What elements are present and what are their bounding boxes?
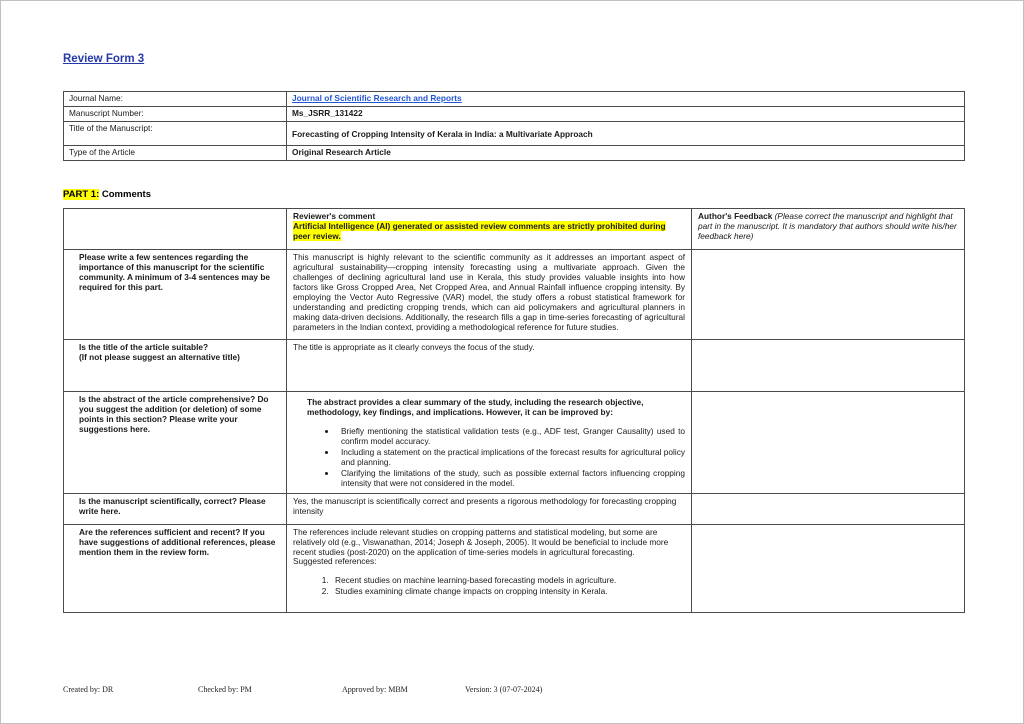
manuscript-number-label: Manuscript Number:	[64, 106, 287, 121]
table-row	[64, 106, 965, 121]
question-scientific: Is the manuscript scientifically, correct? Please write here.	[64, 493, 287, 524]
author-feedback-cell	[692, 340, 965, 392]
abstract-suggestion-list	[293, 427, 685, 489]
table-row	[64, 92, 965, 107]
manuscript-title-label: Title of the Manuscript:	[64, 121, 287, 145]
suggested-references-label: Suggested references:	[293, 556, 377, 567]
table-row	[64, 524, 965, 612]
reviewer-comment-label: Reviewer's comment	[293, 211, 376, 221]
footer-version: Version: 3 (07-07-2024)	[465, 685, 543, 694]
references-comment-text: The references include relevant studies on cropping patterns and statistical modeling, but some are relatively old (e.g., Viswanathan, 2014; Joseph & Joseph, 2005). It would be beneficial to include more recent studies (post-2020) on the application of time-series models in agricultural forecasting.	[293, 526, 669, 557]
table-row	[64, 121, 965, 145]
abstract-comment-intro: The abstract provides a clear summary of the study, including the research objective, methodology, key findings, and implications. However, it can be improved by:	[307, 397, 644, 417]
table-row	[64, 340, 965, 392]
author-feedback-note: (Please correct the manuscript and highlight that part in the manuscript. It is mandatory that authors should write his/her feedback here)	[698, 211, 957, 241]
reviewer-comment-references	[287, 524, 692, 612]
author-feedback-cell	[692, 493, 965, 524]
question-references: Are the references sufficient and recent? If you have suggestions of additional references, please mention them in the review form.	[64, 524, 287, 612]
manuscript-number-value: Ms_JSRR_131422	[287, 106, 965, 121]
part1-heading-rest: Comments	[99, 189, 151, 200]
list-item: • Clarifying the limitations of the study, such as possible external factors influencing cropping intensity that were not considered in the model.	[337, 469, 685, 489]
list-item: • Briefly mentioning the statistical validation tests (e.g., ADF test, Granger Causality) used to confirm model accuracy.	[337, 427, 685, 447]
suggested-references-list	[293, 576, 685, 597]
question-title-line1: Is the title of the article suitable?	[79, 342, 209, 352]
list-item: 2. Studies examining climate change impacts on cropping intensity in Kerala.	[331, 587, 685, 597]
footer-created-by: Created by: DR	[63, 685, 114, 694]
author-feedback-cell	[692, 392, 965, 494]
author-feedback-label: Author's Feedback	[698, 211, 775, 221]
reviewer-comment-abstract	[287, 392, 692, 494]
author-feedback-cell	[692, 250, 965, 340]
article-type-label: Type of the Article	[64, 145, 287, 160]
question-title-line2: (If not please suggest an alternative title)	[79, 351, 240, 362]
manuscript-title-value: Forecasting of Cropping Intensity of Kerala in India: a Multivariate Approach	[287, 121, 965, 145]
question-title-suitable	[64, 340, 287, 392]
part1-heading	[63, 189, 151, 200]
footer-checked-by: Checked by: PM	[198, 685, 252, 694]
journal-name-label: Journal Name:	[64, 92, 287, 107]
part1-heading-highlight: PART 1:	[63, 189, 100, 200]
list-item: • Including a statement on the practical implications of the forecast results for agricultural policy and planning.	[337, 448, 685, 468]
reviewer-comment-header-cell	[287, 209, 692, 250]
reviewer-comment-title: The title is appropriate as it clearly conveys the focus of the study.	[287, 340, 692, 392]
table-row	[64, 250, 965, 340]
table-row	[64, 392, 965, 494]
author-feedback-header-cell	[692, 209, 965, 250]
question-abstract: Is the abstract of the article comprehensive? Do you suggest the addition (or deletion) of some points in this section? Please write your suggestions here.	[64, 392, 287, 494]
table-header-row	[64, 209, 965, 250]
page-title: Review Form 3	[63, 53, 145, 65]
reviewer-comment-scientific: Yes, the manuscript is scientifically correct and presents a rigorous methodology for forecasting cropping intensity	[287, 493, 692, 524]
manuscript-info-table	[63, 91, 965, 161]
footer-approved-by: Approved by: MBM	[342, 685, 408, 694]
list-item: 1. Recent studies on machine learning-based forecasting models in agriculture.	[331, 576, 685, 586]
table-row	[64, 493, 965, 524]
article-type-value: Original Research Article	[287, 145, 965, 160]
header-empty-cell	[64, 209, 287, 250]
table-row	[64, 145, 965, 160]
comments-table	[63, 208, 965, 613]
question-importance: Please write a few sentences regarding the importance of this manuscript for the scientific community. A minimum of 3-4 sentences may be required for this part.	[64, 250, 287, 340]
journal-link[interactable]: Journal of Scientific Research and Reports	[292, 93, 462, 103]
author-feedback-cell	[692, 524, 965, 612]
reviewer-comment-importance: This manuscript is highly relevant to the scientific community as it addresses an important aspect of agricultural sustainability—cropping intensity forecasting using a multivariate approach. Given the challenges of declining agricultural land use in Kerala, this study provides valuable insights into how factors like Gross Cropped Area, Net Cropped Area, and Annual Rainfall influence cropping intensity. By employing the Vector Auto Regressive (VAR) model, the study offers a robust statistical framework for understanding and predicting cropping trends, which can aid policymakers and agricultural planners in making data-driven decisions. Additionally, the research fills a gap in time-series forecasting of agricultural parameters in the Indian context, providing a methodological reference for future studies.	[287, 250, 692, 340]
ai-prohibition-notice: Artificial Intelligence (AI) generated or assisted review comments are strictly prohibited during peer review.	[293, 220, 666, 241]
